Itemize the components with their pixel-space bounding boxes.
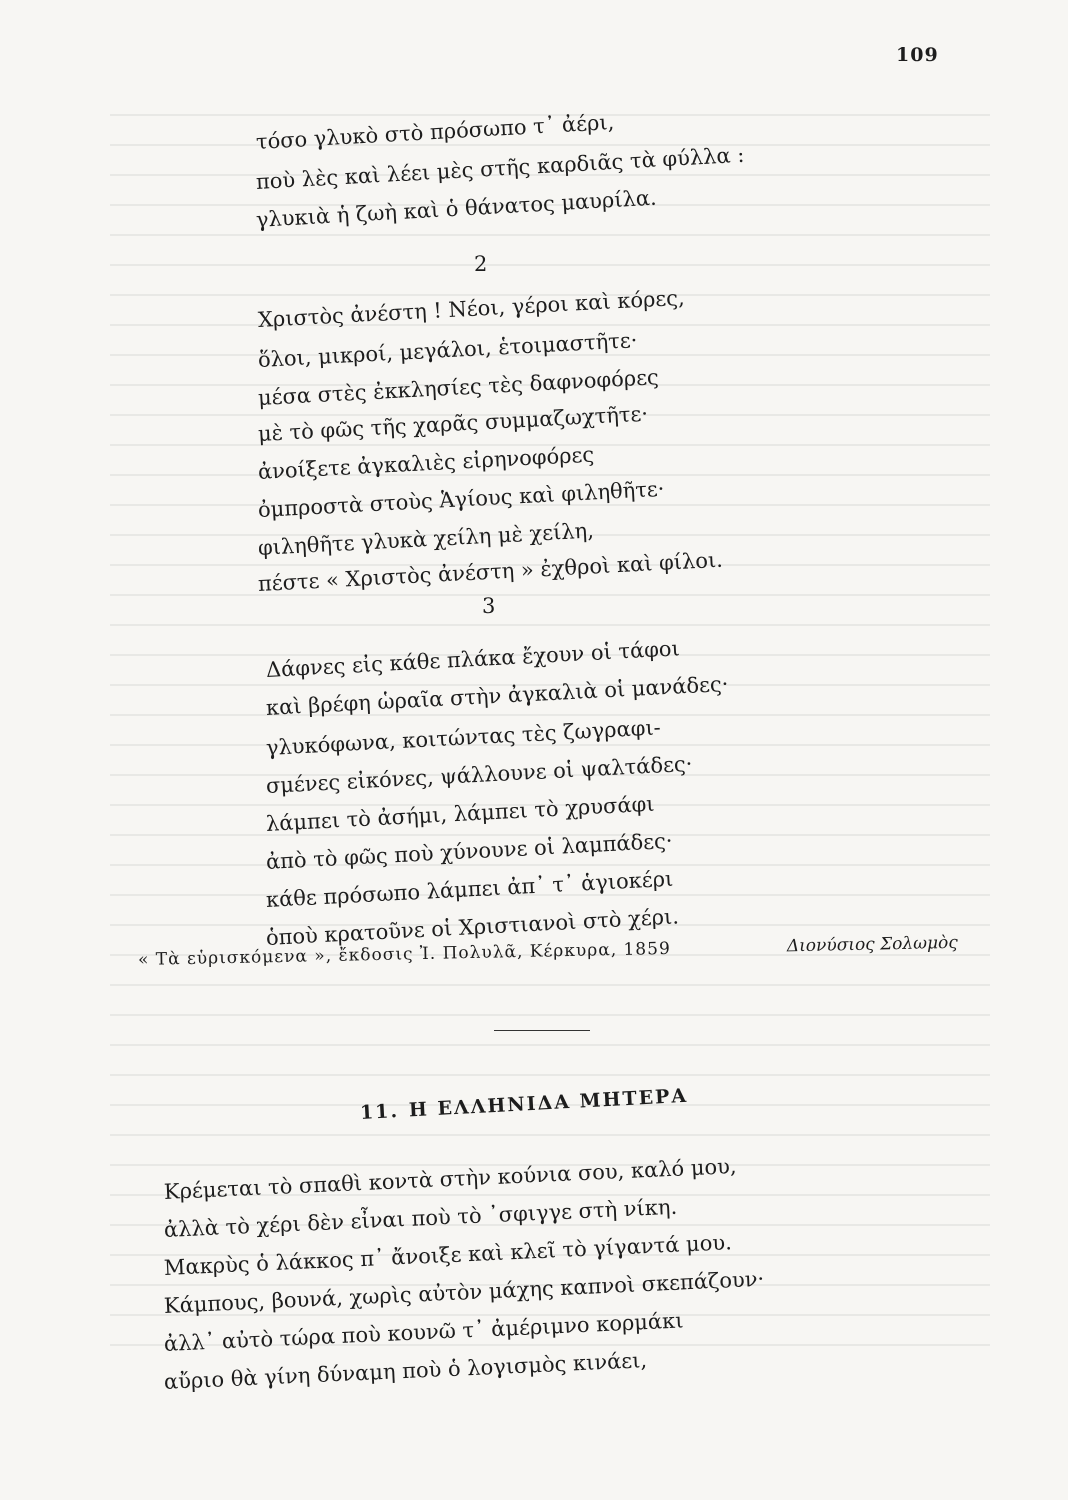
- verse-line: λάμπει τὸ ἀσήμι, λάμπει τὸ χρυσάφι: [265, 791, 656, 836]
- stanza-number: 3: [482, 594, 496, 618]
- verse-line: Δάφνες εἰς κάθε πλάκα ἔχουν οἱ τάφοι: [265, 636, 681, 682]
- verse-line: γλυκιὰ ἡ ζωὴ καὶ ὁ θάνατος μαυρίλα.: [255, 185, 658, 232]
- section-divider: [494, 1030, 590, 1031]
- verse-line: γλυκόφωνα, κοιτώντας τὲς ζωγραφι-: [265, 715, 662, 760]
- verse-line: ποὺ λὲς καὶ λέει μὲς στῆς καρδιᾶς τὰ φύλλα :: [255, 142, 745, 194]
- verse-line: ἀλλ᾽ αὐτὸ τώρα ποὺ κουνῶ τ᾽ ἀμέριμνο κορμάκι: [163, 1308, 684, 1356]
- section-number: 11.: [359, 1099, 400, 1124]
- verse-line: ἀπὸ τὸ φῶς ποὺ χύνουνε οἱ λαμπάδες·: [265, 828, 674, 874]
- stanza-number: 2: [474, 252, 488, 276]
- verse-line: ἀνοίξετε ἀγκαλιὲς εἰρηνοφόρες: [257, 442, 595, 484]
- citation-source: « Τὰ εὑρισκόμενα », ἔκδοσις Ἰ. Πολυλᾶ, Κέρκυρα, 1859: [137, 938, 671, 970]
- verse-line: μέσα στὲς ἐκκλησίες τὲς δαφνοφόρες: [257, 365, 660, 410]
- verse-line: καὶ βρέφη ὡραῖα στὴν ἀγκαλιὰ οἱ μανάδες·: [265, 671, 729, 720]
- verse-line: Χριστὸς ἀνέστη ! Νέοι, γέροι καὶ κόρες,: [257, 285, 686, 332]
- verse-line: τόσο γλυκὸ στὸ πρόσωπο τ᾽ ἀέρι,: [255, 109, 615, 154]
- verse-line: κάθε πρόσωπο λάμπει ἀπ᾽ τ᾽ ἁγιοκέρι: [265, 866, 674, 912]
- citation-author: Διονύσιος Σολωμὸς: [786, 932, 959, 957]
- verse-line: αὔριο θὰ γίνη δύναμη ποὺ ὁ λογισμὸς κινάει,: [163, 1348, 648, 1394]
- citation: [138, 933, 958, 970]
- section-title: Η ΕΛΛΗΝΙΔΑ ΜΗΤΕΡΑ: [408, 1084, 689, 1122]
- verse-line: μὲ τὸ φῶς τῆς χαρᾶς συμμαζωχτῆτε·: [257, 401, 649, 446]
- verse-line: ἀλλὰ τὸ χέρι δὲν εἶναι ποὺ τὸ ᾽σφιγγε στὴ νίκη.: [163, 1194, 678, 1242]
- verse-line: ὀμπροστὰ στοὺς Ἁγίους καὶ φιληθῆτε·: [257, 476, 665, 522]
- verse-line: πέστε « Χριστὸς ἀνέστη » ἐχθροὶ καὶ φίλοι.: [257, 547, 724, 596]
- verse-line: σμένες εἰκόνες, ψάλλουνε οἱ ψαλτάδες·: [265, 751, 693, 798]
- verse-line: Μακρὺς ὁ λάκκος π᾽ ἄνοιξε καὶ κλεῖ τὸ γίγαντά μου.: [163, 1230, 733, 1280]
- section-heading: [359, 1084, 698, 1124]
- verse-line: φιληθῆτε γλυκὰ χείλη μὲ χείλη,: [257, 518, 595, 560]
- page-number: 109: [896, 44, 939, 66]
- verse-line: Κρέμεται τὸ σπαθὶ κοντὰ στὴν κούνια σου, καλό μου,: [163, 1154, 738, 1204]
- verse-line: ὁποὺ κρατοῦνε οἱ Χριστιανοὶ στὸ χέρι.: [265, 904, 680, 950]
- verse-line: Κάμπους, βουνά, χωρὶς αὐτὸν μάχης καπνοὶ σκεπάζουν·: [163, 1266, 765, 1318]
- verse-line: ὅλοι, μικροί, μεγάλοι, ἑτοιμαστῆτε·: [257, 328, 638, 372]
